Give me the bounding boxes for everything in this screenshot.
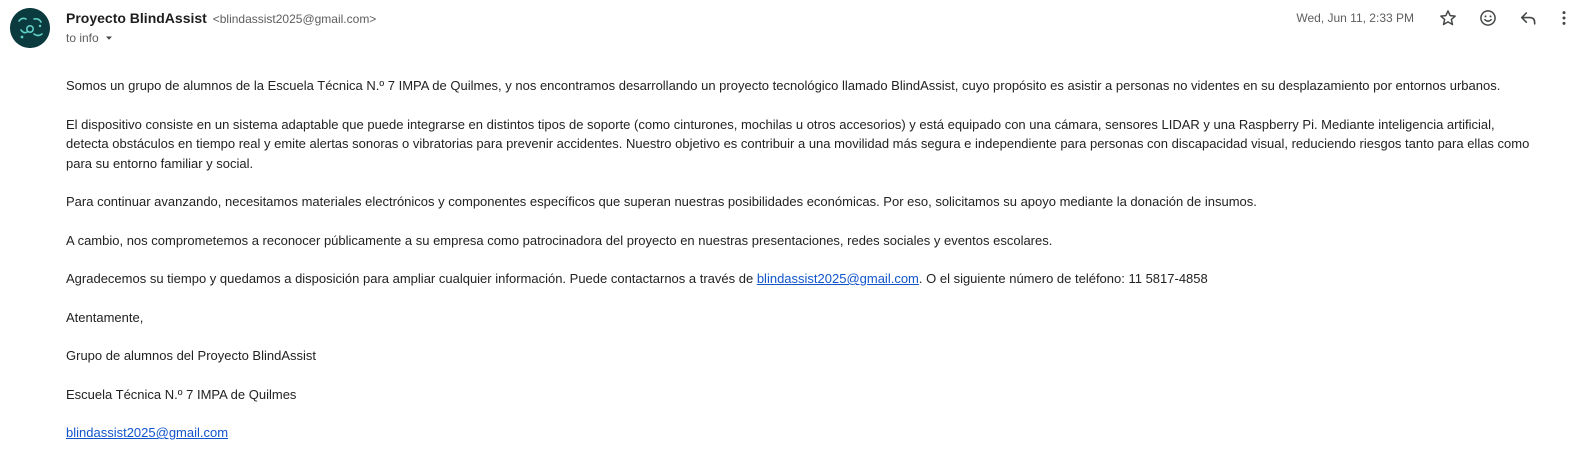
body-paragraph-intro: Somos un grupo de alumnos de la Escuela Técnica N.º 7 IMPA de Quilmes, y nos encontramos desarrollando un proyecto tecnológico llamado BlindAssist, cuyo propósito es asistir a personas no videntes en su desplazamiento por entornos urbanos. [66,78,1501,93]
body-paragraph-request: Para continuar avanzando, necesitamos materiales electrónicos y componentes específicos que superan nuestras posibilidades económicas. Por eso, solicitamos su apoyo mediante la donación de insumos. [66,194,1257,209]
sender-email: <blindassist2025@gmail.com> [212,12,377,26]
avatar-logo-icon [10,8,50,48]
to-label: to info [66,31,99,45]
contact-email-link[interactable]: blindassist2025@gmail.com [756,271,919,286]
sender-line [66,9,376,28]
react-button[interactable] [1468,6,1508,30]
sender-name[interactable]: Proyecto BlindAssist [66,10,207,26]
body-paragraph-contact [66,269,1534,289]
star-button[interactable] [1428,6,1468,30]
contact-text-before: Agradecemos su tiempo y quedamos a disposición para ampliar cualquier información. Puede contactarnos a través de [66,271,757,286]
message-body [66,76,1534,462]
signature-school: Escuela Técnica N.º 7 IMPA de Quilmes [66,386,297,402]
signature-email-link[interactable]: blindassist2025@gmail.com [66,425,229,440]
caret-down-icon [103,32,115,44]
emoji-icon [1478,8,1498,28]
star-icon [1438,8,1458,28]
body-paragraph-device: El dispositivo consiste en un sistema adaptable que puede integrarse en distintos tipos de soporte (como cinturones, mochilas u otros accesorios) y está equipado con una cámara, sensores LIDAR y una Raspberry Pi. Mediante inteligencia artificial, detecta obstáculos en tiempo real y emite alertas sonoras o vibratorias para prevenir accidentes. Nuestro objetivo es contribuir a una movilidad más segura e independiente para personas con discapacidad visual, reduciendo riesgos tanto para ellas como para su entorno familiar y social. [66,116,1530,171]
closing-line: Atentamente, [66,309,144,325]
message-actions [1296,6,1580,30]
contact-text-after: . O el siguiente número de teléfono: 11 5817-4858 [918,271,1208,286]
more-vert-icon [1554,8,1574,28]
recipients-toggle[interactable] [66,31,115,45]
body-paragraph-offer: A cambio, nos comprometemos a reconocer públicamente a su empresa como patrocinadora del proyecto en nuestras presentaciones, redes sociales y eventos escolares. [66,232,1053,248]
signature-group: Grupo de alumnos del Proyecto BlindAssist [66,348,317,363]
message-date: Wed, Jun 11, 2:33 PM [1296,11,1414,25]
message-header [66,9,376,45]
more-options-button[interactable] [1548,6,1580,30]
reply-button[interactable] [1508,6,1548,30]
signature-email-paragraph [66,423,1534,443]
reply-icon [1518,8,1538,28]
sender-avatar[interactable] [10,8,50,48]
